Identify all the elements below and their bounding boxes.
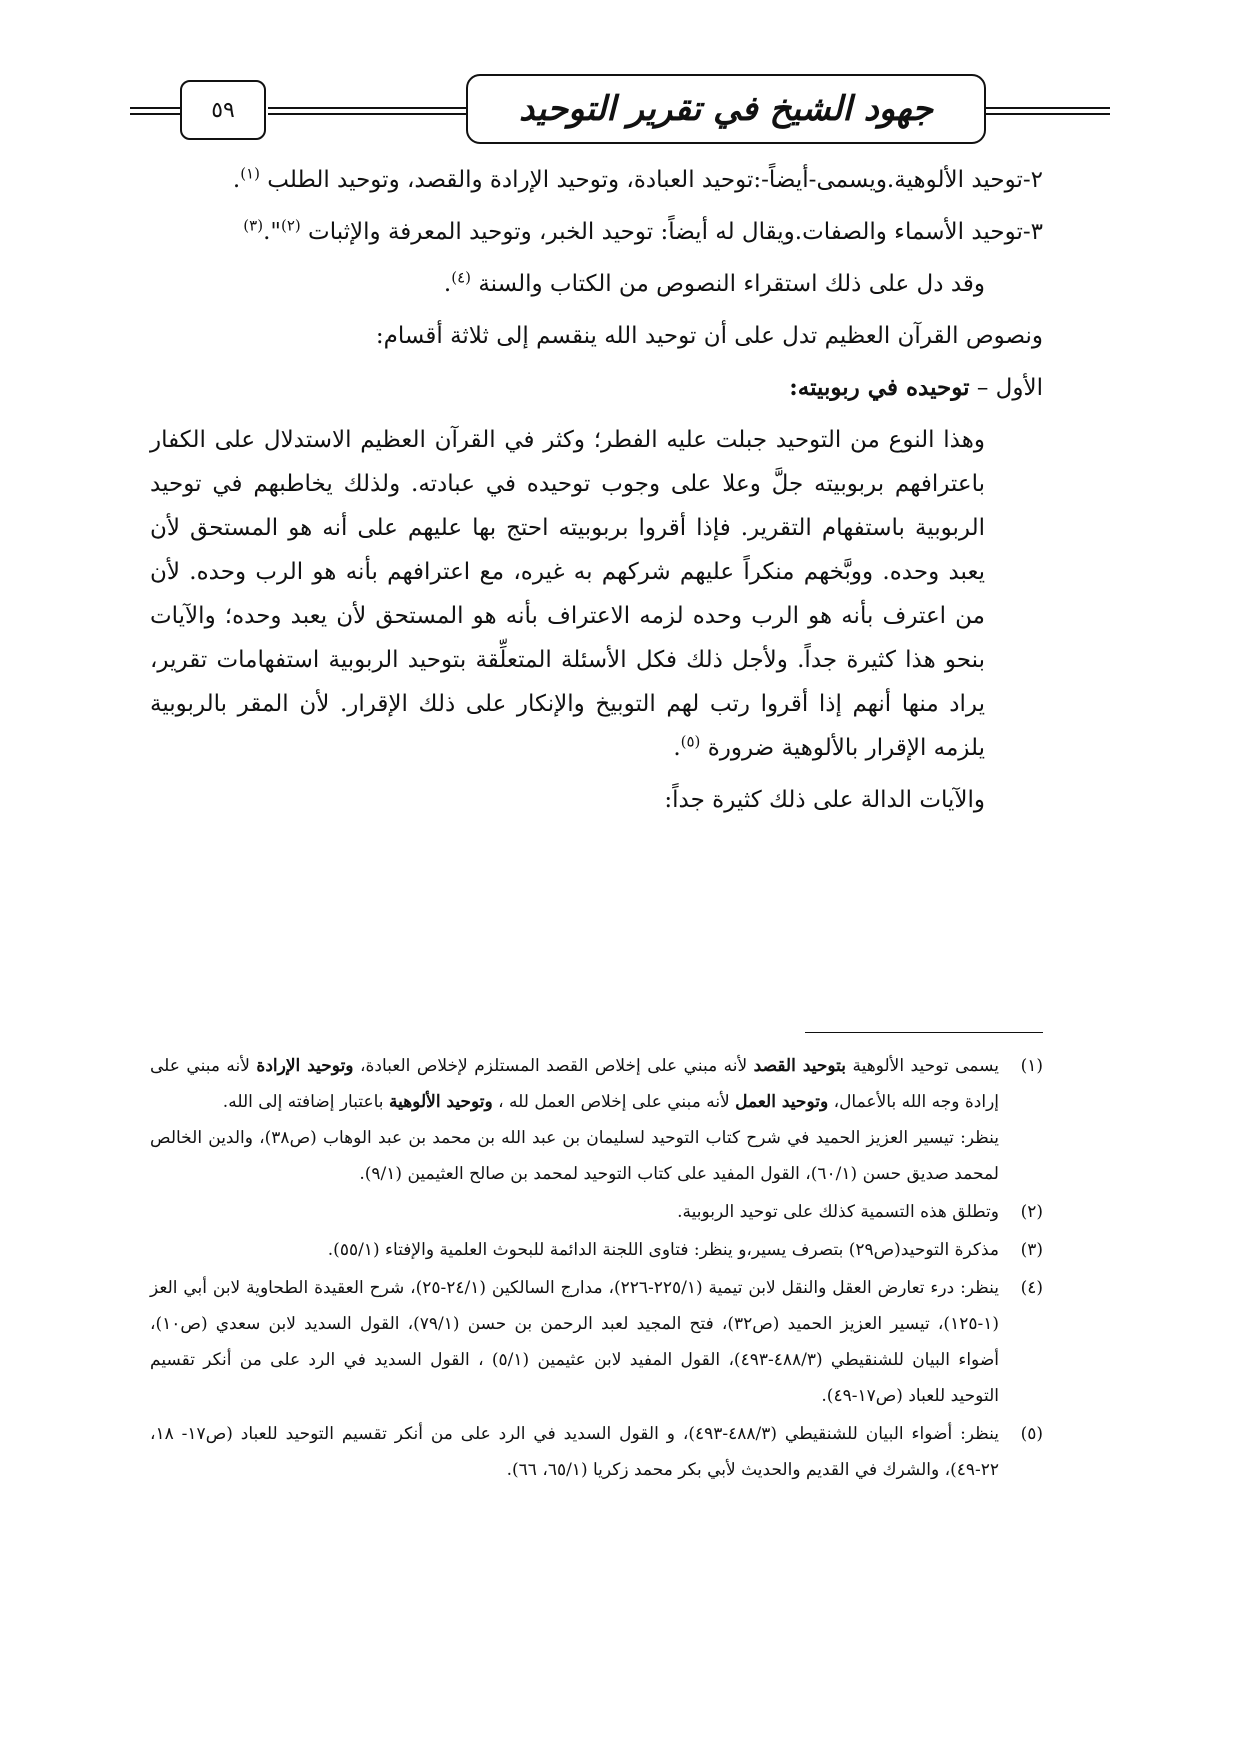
main-text	[150, 158, 1043, 830]
footnote-3: (٣) مذكرة التوحيد(ص٢٩) بتصرف يسير،و ينظر: فتاوى اللجنة الدائمة للبحوث العلمية والإفتاء (٥٥/١).	[150, 1232, 1043, 1268]
footnote-4: (٤) ينظر: درء تعارض العقل والنقل لابن تيمية (٢٢٥/١-٢٢٦)، مدارج السالكين (٢٤/١-٢٥)، شرح العقيدة الطحاوية لابن أبي العز (١-١٢٥)، تيسير العزيز الحميد (ص٣٢)، فتح المجيد لعبد الرحمن بن حسن (٧٩/١)، القول السديد لابن سعدي (ص١٠)، أضواء البيان للشنقيطي (٤٨٨/٣-٤٩٣)، القول المفيد لابن عثيمين (٥/١) ، القول السديد في الرد على من أنكر تقسيم التوحيد للعباد (ص١٧-٤٩).	[150, 1270, 1043, 1414]
footnote-ref-4[interactable]: (٤)	[451, 268, 471, 287]
footnote-number: (٤)	[1020, 1278, 1043, 1298]
footnote-ref-2[interactable]: (٢)	[280, 216, 301, 235]
header-rule-right	[986, 107, 1110, 115]
paragraph-uluhiyya: ٢-توحيد الألوهية.ويسمى-أيضاً-:توحيد العبادة، وتوحيد الإرادة والقصد، وتوحيد الطلب $^{(١)}$.	[232, 164, 1043, 193]
section-heading-bold: توحيده في ربوبيته:	[789, 374, 970, 401]
footnote-ref-5[interactable]: (٥)	[680, 732, 701, 751]
footnote-1: (١) يسمى توحيد الألوهية بتوحيد القصد لأنه مبني على إخلاص القصد المستلزم لإخلاص العبادة، وتوحيد الإرادة لأنه مبني على إرادة وجه الله بالأعمال، وتوحيد العمل لأنه مبني على إخلاص العمل لله ، وتوحيد الألوهية باعتبار إضافته إلى الله. ينظر: تيسير العزيز الحميد في شرح كتاب التوحيد لسليمان بن عبد الله بن محمد بن عبد الوهاب (ص٣٨)، والدين الخالص لمحمد صديق حسن (٦٠/١)، القول المفيد على كتاب التوحيد لمحمد بن صالح العثيمين (٩/١).	[150, 1048, 1043, 1192]
footnote-number: (٢)	[1020, 1202, 1043, 1222]
page-header	[130, 72, 1110, 152]
section-heading: الأول – توحيده في ربوبيته:	[789, 374, 1043, 401]
header-rule-middle	[268, 107, 466, 115]
paragraph-evidence: وقد دل على ذلك استقراء النصوص من الكتاب والسنة $^{(٤)}$.	[443, 268, 985, 297]
footnote-2: (٢) وتطلق هذه التسمية كذلك على توحيد الربوبية.	[150, 1194, 1043, 1230]
paragraph-rububiyya: وهذا النوع من التوحيد جبلت عليه الفطر؛ وكثر في القرآن العظيم الاستدلال على الكفار باعترافهم بربوبيته جلَّ وعلا على وجوب توحيده في عبادته. ولذلك يخاطبهم في توحيد الربوبية باستفهام التقرير. فإذا أقروا بربوبيته احتج بها عليهم على أنه هو المستحق لأن يعبد وحده. ووبَّخهم منكراً عليهم شركهم به غيره، مع اعترافهم بأنه هو الرب وحده. لأن من اعترف بأنه هو الرب وحده لزمه الاعتراف بأنه هو المستحق لأن يعبد وحده؛ والآيات بنحو هذا كثيرة جداً. ولأجل ذلك فكل الأسئلة المتعلِّقة بتوحيد الربوبية استفهامات تقرير، يراد منها أنهم إذا أقروا رتب لهم التوبيخ والإنكار على ذلك الإقرار. لأن المقر بالربوبية يلزمه الإقرار بالألوهية ضرورة $^{(٥)}$.	[150, 427, 985, 761]
header-rule-left	[130, 107, 180, 115]
page-title: جهود الشيخ في تقرير التوحيد	[466, 74, 986, 144]
footnote-number: (٣)	[1020, 1240, 1043, 1260]
paragraph-asma-sifat: ٣-توحيد الأسماء والصفات.ويقال له أيضاً: توحيد الخبر، وتوحيد المعرفة والإثبات $^{(٢)}$".$^{(٣)}$	[243, 216, 1043, 245]
footnotes	[150, 1048, 1043, 1490]
page-number: ٥٩	[180, 80, 266, 140]
paragraph-three-categories: ونصوص القرآن العظيم تدل على أن توحيد الله ينقسم إلى ثلاثة أقسام:	[375, 323, 1043, 349]
footnote-ref-3[interactable]: (٣)	[243, 216, 264, 235]
footnote-ref-1[interactable]: (١)	[240, 164, 260, 183]
footnote-separator	[805, 1032, 1043, 1033]
footnote-1-see: ينظر: تيسير العزيز الحميد في شرح كتاب التوحيد لسليمان بن عبد الله بن محمد بن عبد الوهاب (ص٣٨)، والدين الخالص لمحمد صديق حسن (٦٠/١)، القول المفيد على كتاب التوحيد لمحمد بن صالح العثيمين (٩/١).	[150, 1128, 999, 1184]
paragraph-verses: والآيات الدالة على ذلك كثيرة جداً:	[664, 787, 985, 813]
footnote-5: (٥) ينظر: أضواء البيان للشنقيطي (٤٨٨/٣-٤٩٣)، و القول السديد في الرد على من أنكر تقسيم التوحيد للعباد (ص١٧- ١٨، ٢٢-٤٩)، والشرك في القديم والحديث لأبي بكر محمد زكريا (٦٥/١، ٦٦).	[150, 1416, 1043, 1488]
footnote-number: (٥)	[1020, 1424, 1043, 1444]
footnote-number: (١)	[1020, 1056, 1043, 1076]
